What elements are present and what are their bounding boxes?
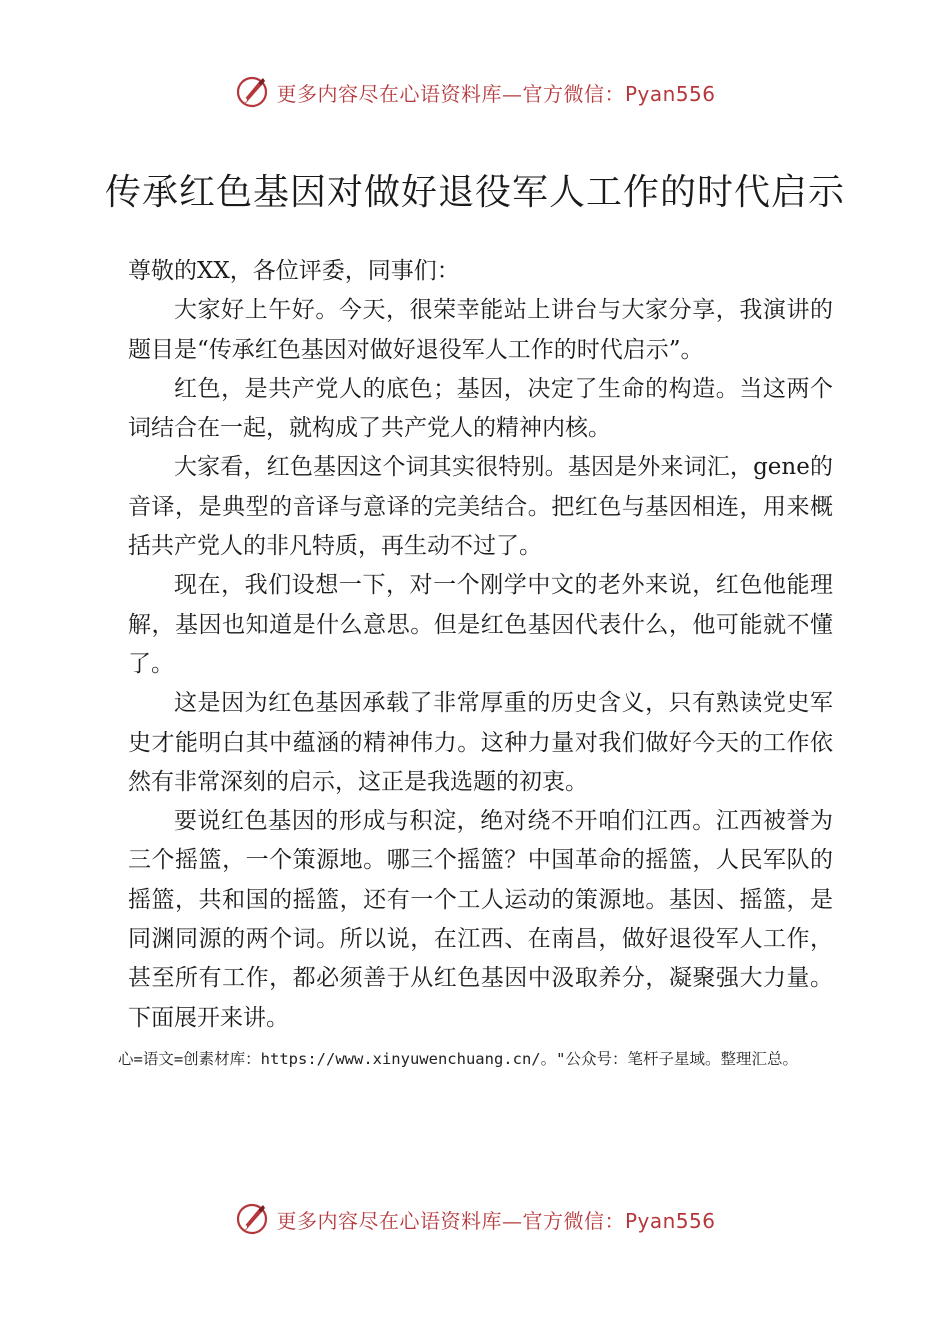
banner-label: 更多内容尽在心语资料库—官方微信： [276,1208,625,1233]
source-note: 心=语文=创素材库：https://www.xinyuwenchuang.cn/。"公众号：笔杆子星域。整理汇总。 [118,1050,798,1068]
banner-wechat-id: Pyan556 [624,81,716,106]
banner-label: 更多内容尽在心语资料库—官方微信： [276,81,625,106]
paragraph: 这是因为红色基因承载了非常厚重的历史含义，只有熟读党史军史才能明白其中蕴涵的精神伟力。这种力量对我们做好今天的工作依然有非常深刻的启示，这正是我选题的初衷。 [128,690,833,795]
document-body [128,252,833,1038]
paragraph: 现在，我们设想一下，对一个刚学中文的老外来说，红色他能理解，基因也知道是什么意思。但是红色基因代表什么，他可能就不懂了。 [128,572,833,677]
paragraph: 要说红色基因的形成与积淀，绝对绕不开咱们江西。江西被誉为三个摇篮，一个策源地。哪三个摇篮？中国革命的摇篮，人民军队的摇篮，共和国的摇篮，还有一个工人运动的策源地。基因、摇篮，是同渊同源的两个词。所以说，在江西、在南昌，做好退役军人工作，甚至所有工作，都必须善于从红色基因中汲取养分，凝聚强大力量。下面展开来讲。 [128,808,833,1031]
document-title: 传承红色基因对做好退役军人工作的时代启示 [104,172,845,213]
paragraph: 红色，是共产党人的底色；基因，决定了生命的构造。当这两个词结合在一起，就构成了共产党人的精神内核。 [128,375,833,442]
paragraph: 大家好上午好。今天，很荣幸能站上讲台与大家分享，我演讲的题目是“传承红色基因对做好退役军人工作的时代启示”。 [128,297,833,363]
banner-text [276,1205,715,1234]
quill-pen-logo-icon [234,74,270,110]
paragraph: 大家看，红色基因这个词其实很特别。基因是外来词汇，gene的音译，是典型的音译与意译的完美结合。把红色与基因相连，用来概括共产党人的非凡特质，再生动不过了。 [128,454,833,560]
greeting: 尊敬的XX，各位评委，同事们： [128,258,460,284]
footer-banner [0,1199,950,1239]
banner-text [276,78,715,107]
banner-wechat-id: Pyan556 [624,1208,716,1233]
header-banner [0,72,950,112]
quill-pen-logo-icon [234,1201,270,1237]
